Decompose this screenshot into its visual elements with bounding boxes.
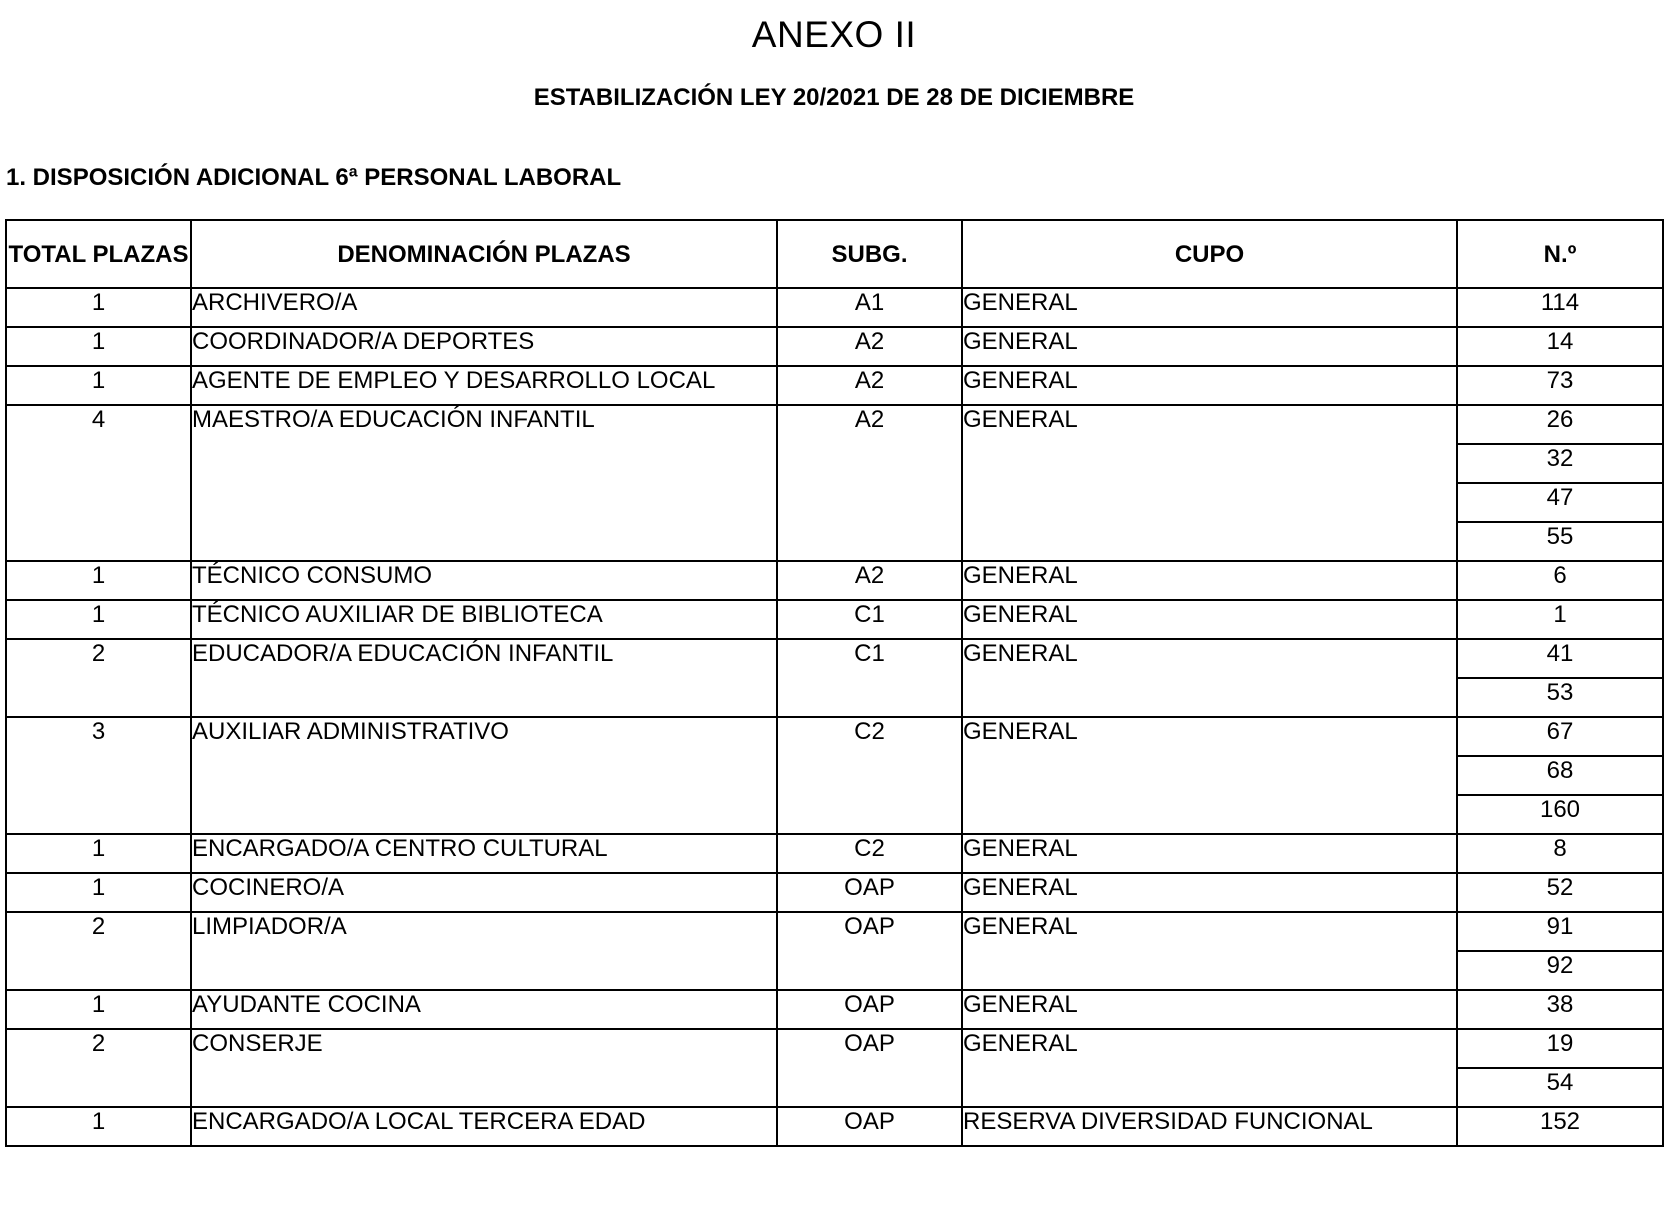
cell-subgrupo: C1 <box>777 639 962 717</box>
cell-cupo: GENERAL <box>962 600 1457 639</box>
table-row <box>6 912 1663 951</box>
cell-numero: 8 <box>1457 834 1663 873</box>
table-row <box>6 405 1663 444</box>
cell-total-plazas: 1 <box>6 1107 191 1146</box>
cell-denominacion: AGENTE DE EMPLEO Y DESARROLLO LOCAL <box>191 366 777 405</box>
cell-subgrupo: OAP <box>777 912 962 990</box>
cell-numero: 1 <box>1457 600 1663 639</box>
header-total-plazas: TOTAL PLAZAS <box>6 220 191 288</box>
plazas-table <box>5 219 1664 1147</box>
cell-cupo: GENERAL <box>962 834 1457 873</box>
cell-total-plazas: 1 <box>6 561 191 600</box>
cell-denominacion: LIMPIADOR/A <box>191 912 777 990</box>
section-heading: 1. DISPOSICIÓN ADICIONAL 6ª PERSONAL LABORAL <box>6 164 622 191</box>
cell-numero: 26 <box>1457 405 1663 444</box>
cell-denominacion: MAESTRO/A EDUCACIÓN INFANTIL <box>191 405 777 561</box>
table-row <box>6 366 1663 405</box>
cell-cupo: GENERAL <box>962 327 1457 366</box>
cell-cupo: GENERAL <box>962 288 1457 327</box>
table-body <box>6 288 1663 1146</box>
cell-numero: 73 <box>1457 366 1663 405</box>
table-row <box>6 639 1663 678</box>
cell-denominacion: ARCHIVERO/A <box>191 288 777 327</box>
cell-total-plazas: 1 <box>6 600 191 639</box>
cell-numero: 52 <box>1457 873 1663 912</box>
cell-subgrupo: A2 <box>777 561 962 600</box>
cell-total-plazas: 1 <box>6 834 191 873</box>
cell-cupo: GENERAL <box>962 873 1457 912</box>
cell-total-plazas: 1 <box>6 990 191 1029</box>
cell-denominacion: AYUDANTE COCINA <box>191 990 777 1029</box>
cell-denominacion: TÉCNICO AUXILIAR DE BIBLIOTECA <box>191 600 777 639</box>
table-row <box>6 873 1663 912</box>
cell-numero: 6 <box>1457 561 1663 600</box>
table-row <box>6 327 1663 366</box>
cell-total-plazas: 1 <box>6 288 191 327</box>
cell-denominacion: AUXILIAR ADMINISTRATIVO <box>191 717 777 834</box>
cell-numero: 92 <box>1457 951 1663 990</box>
cell-denominacion: COORDINADOR/A DEPORTES <box>191 327 777 366</box>
cell-total-plazas: 1 <box>6 366 191 405</box>
document-title: ANEXO II <box>751 14 917 55</box>
cell-subgrupo: OAP <box>777 1029 962 1107</box>
cell-numero: 53 <box>1457 678 1663 717</box>
header-numero: N.º <box>1457 220 1663 288</box>
cell-total-plazas: 2 <box>6 912 191 990</box>
cell-numero: 14 <box>1457 327 1663 366</box>
cell-numero: 91 <box>1457 912 1663 951</box>
cell-subgrupo: A1 <box>777 288 962 327</box>
header-denominacion: DENOMINACIÓN PLAZAS <box>191 220 777 288</box>
cell-subgrupo: C1 <box>777 600 962 639</box>
cell-total-plazas: 1 <box>6 327 191 366</box>
cell-cupo: GENERAL <box>962 405 1457 561</box>
table-row <box>6 834 1663 873</box>
cell-total-plazas: 2 <box>6 1029 191 1107</box>
cell-total-plazas: 1 <box>6 873 191 912</box>
cell-numero: 41 <box>1457 639 1663 678</box>
cell-numero: 54 <box>1457 1068 1663 1107</box>
document-subtitle: ESTABILIZACIÓN LEY 20/2021 DE 28 DE DICIEMBRE <box>533 84 1135 111</box>
cell-numero: 47 <box>1457 483 1663 522</box>
cell-denominacion: EDUCADOR/A EDUCACIÓN INFANTIL <box>191 639 777 717</box>
cell-subgrupo: OAP <box>777 1107 962 1146</box>
cell-cupo: GENERAL <box>962 990 1457 1029</box>
table-row <box>6 600 1663 639</box>
cell-cupo: GENERAL <box>962 366 1457 405</box>
table-row <box>6 990 1663 1029</box>
cell-cupo: GENERAL <box>962 639 1457 717</box>
table-header-row <box>6 220 1663 288</box>
cell-numero: 67 <box>1457 717 1663 756</box>
cell-subgrupo: OAP <box>777 990 962 1029</box>
cell-numero: 38 <box>1457 990 1663 1029</box>
cell-subgrupo: A2 <box>777 327 962 366</box>
cell-total-plazas: 4 <box>6 405 191 561</box>
cell-subgrupo: A2 <box>777 366 962 405</box>
cell-cupo: RESERVA DIVERSIDAD FUNCIONAL <box>962 1107 1457 1146</box>
table-row <box>6 1029 1663 1068</box>
cell-cupo: GENERAL <box>962 912 1457 990</box>
cell-denominacion: COCINERO/A <box>191 873 777 912</box>
header-cupo: CUPO <box>962 220 1457 288</box>
cell-cupo: GENERAL <box>962 717 1457 834</box>
cell-denominacion: ENCARGADO/A LOCAL TERCERA EDAD <box>191 1107 777 1146</box>
cell-total-plazas: 3 <box>6 717 191 834</box>
cell-denominacion: ENCARGADO/A CENTRO CULTURAL <box>191 834 777 873</box>
table-row <box>6 717 1663 756</box>
table-row <box>6 288 1663 327</box>
cell-numero: 114 <box>1457 288 1663 327</box>
cell-denominacion: TÉCNICO CONSUMO <box>191 561 777 600</box>
cell-numero: 19 <box>1457 1029 1663 1068</box>
cell-numero: 32 <box>1457 444 1663 483</box>
table-row <box>6 1107 1663 1146</box>
table-row <box>6 561 1663 600</box>
cell-cupo: GENERAL <box>962 561 1457 600</box>
cell-subgrupo: C2 <box>777 834 962 873</box>
cell-numero: 55 <box>1457 522 1663 561</box>
cell-numero: 152 <box>1457 1107 1663 1146</box>
cell-subgrupo: OAP <box>777 873 962 912</box>
cell-subgrupo: C2 <box>777 717 962 834</box>
cell-denominacion: CONSERJE <box>191 1029 777 1107</box>
cell-numero: 160 <box>1457 795 1663 834</box>
cell-subgrupo: A2 <box>777 405 962 561</box>
header-subgrupo: SUBG. <box>777 220 962 288</box>
cell-total-plazas: 2 <box>6 639 191 717</box>
cell-numero: 68 <box>1457 756 1663 795</box>
cell-cupo: GENERAL <box>962 1029 1457 1107</box>
